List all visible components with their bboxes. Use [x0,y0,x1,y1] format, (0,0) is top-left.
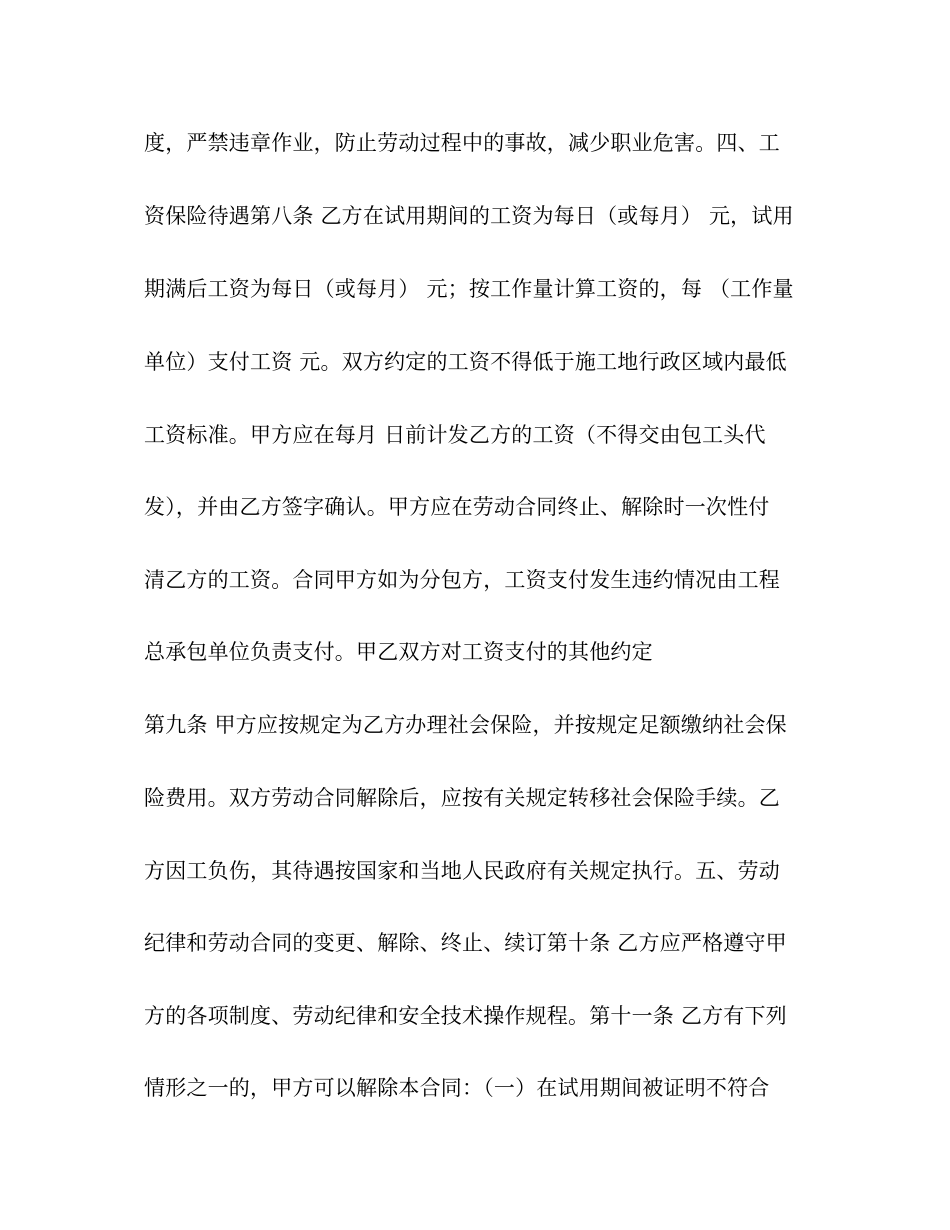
text-line: 情形之一的，甲方可以解除本合同：（一）在试用期间被证明不符合 [144,1076,770,1100]
text-line: 第九条 甲方应按规定为乙方办理社会保险，并按规定足额缴纳社会保 [144,713,787,737]
text-line: 方因工负伤，其待遇按国家和当地人民政府有关规定执行。五、劳动 [144,859,780,883]
text-line: 单位）支付工资 元。双方约定的工资不得低于施工地行政区域内最低 [144,350,787,374]
text-line: 险费用。双方劳动合同解除后，应按有关规定转移社会保险手续。乙 [144,786,780,810]
text-line: 度，严禁违章作业，防止劳动过程中的事故，减少职业危害。四、工 [144,131,780,155]
text-line: 纪律和劳动合同的变更、解除、终止、续订第十条 乙方应严格遵守甲 [144,931,787,955]
text-line: 总承包单位负责支付。甲乙双方对工资支付的其他约定 [144,640,653,664]
text-line: 清乙方的工资。合同甲方如为分包方，工资支付发生违约情况由工程 [144,568,780,592]
text-line: 发），并由乙方签字确认。甲方应在劳动合同终止、解除时一次性付 [144,495,770,519]
text-line: 工资标准。甲方应在每月 日前计发乙方的工资（不得交由包工头代 [144,423,766,447]
text-line: 方的各项制度、劳动纪律和安全技术操作规程。第十一条 乙方有下列 [144,1004,787,1028]
text-line: 期满后工资为每日（或每月） 元；按工作量计算工资的，每 （工作量 [144,277,794,301]
text-line: 资保险待遇第八条 乙方在试用期间的工资为每日（或每月） 元，试用 [144,204,794,228]
